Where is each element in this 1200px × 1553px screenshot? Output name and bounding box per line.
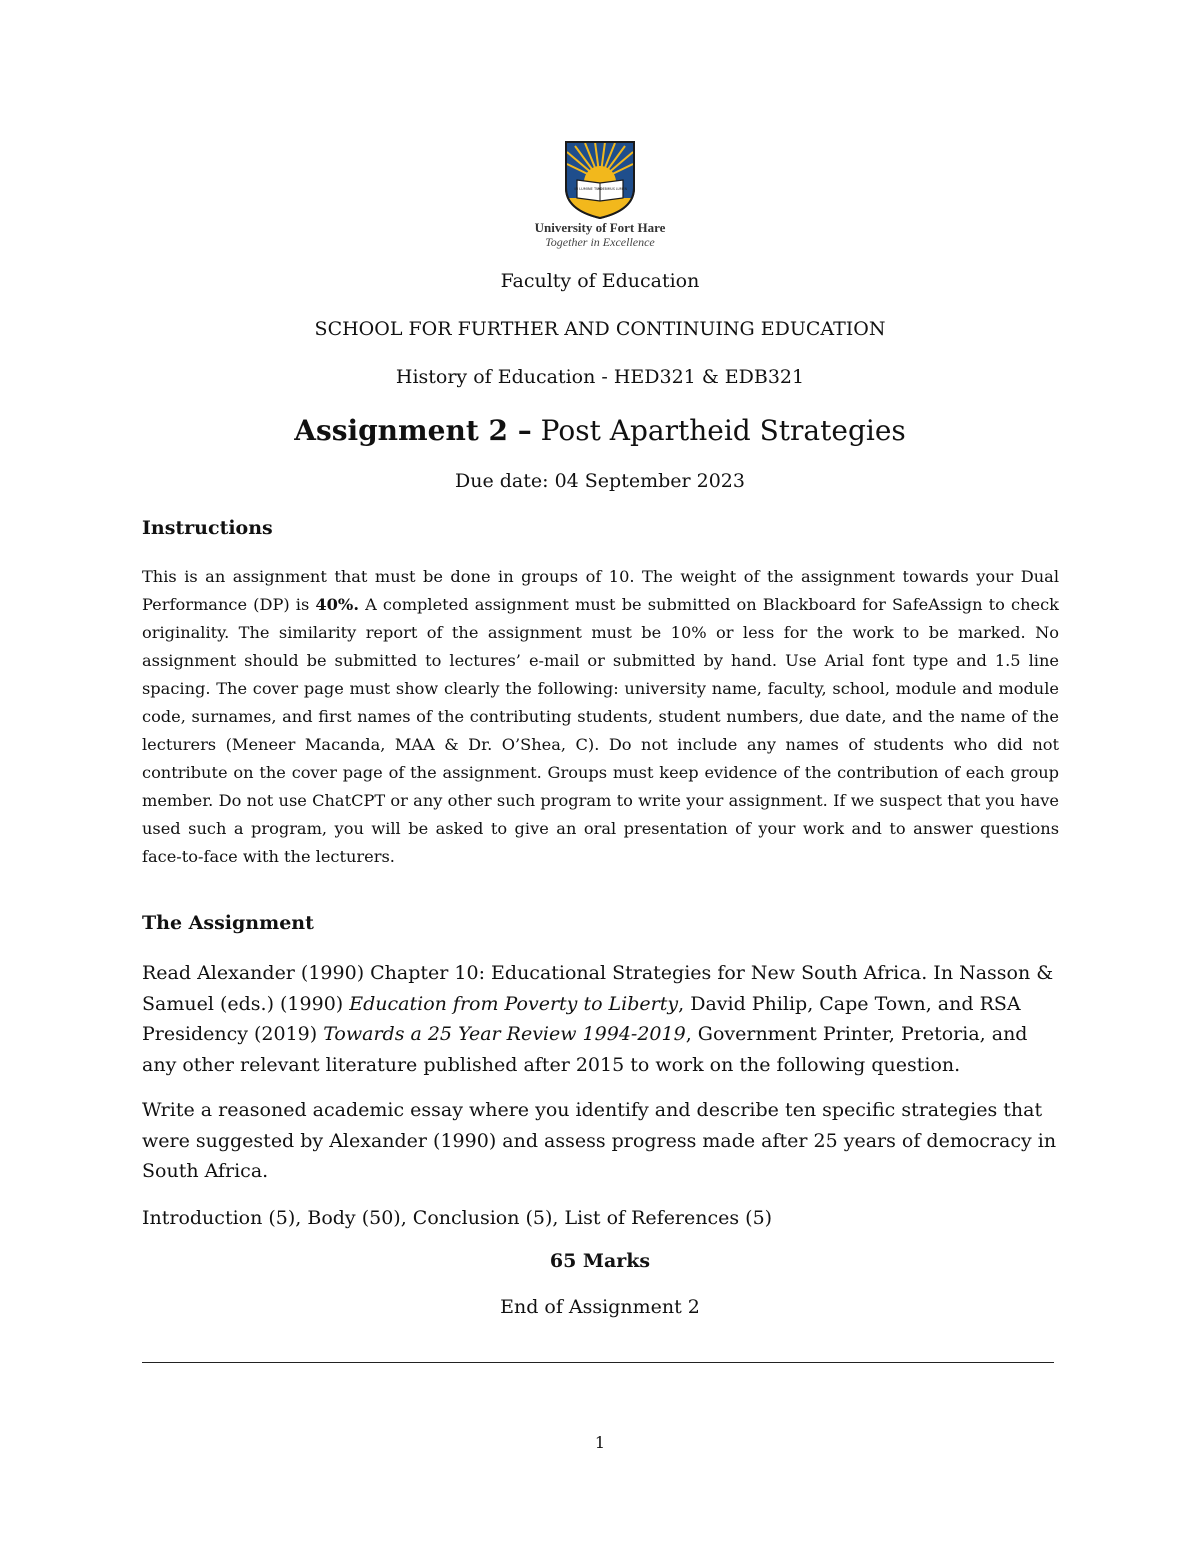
school-name: SCHOOL FOR FURTHER AND CONTINUING EDUCATION <box>314 318 886 340</box>
assignment-reading-paragraph <box>142 958 1059 1080</box>
assignment-question: Write a reasoned academic essay where you identify and describe ten specific strategies that were suggested by Alexander (1990) and assess progress made after 25 years of democracy in South Africa. <box>142 1099 1057 1182</box>
reading-text-a: Read Alexander (1990) Chapter 10: Educational Strategies for New South Africa. In Nasson & Samuel (eds.) (1990) <box>142 962 1054 1015</box>
university-logo <box>525 140 675 250</box>
reading-review-title: Towards a 25 Year Review 1994-2019 <box>323 1023 686 1045</box>
module-name: History of Education - HED321 & EDB321 <box>395 366 805 388</box>
assignment-title <box>0 414 1200 447</box>
shield-emblem-icon <box>525 140 675 220</box>
instructions-heading: Instructions <box>142 517 273 539</box>
end-of-assignment: End of Assignment 2 <box>500 1296 700 1318</box>
svg-text:VIDEBIMUS LUMEN: VIDEBIMUS LUMEN <box>597 187 627 191</box>
instructions-weight: 40%. <box>315 595 359 614</box>
reading-book-title: Education from Poverty to Liberty <box>349 992 679 1015</box>
instructions-text-a: This is an assignment that must be done in groups of 10. The weight of the assignment towards your Dual Performance (DP) is <box>142 567 1059 614</box>
assignment-heading: The Assignment <box>142 912 314 934</box>
total-marks: 65 Marks <box>549 1250 651 1272</box>
footer-divider <box>142 1362 1054 1363</box>
logo-tagline: Together in Excellence <box>545 235 655 249</box>
reading-text-b: , David Philip, Cape Town, and RSA Presidency (2019) <box>142 992 1021 1045</box>
faculty-name: Faculty of Education <box>500 270 700 292</box>
assignment-title-number: Assignment 2 – <box>294 414 532 447</box>
logo-university-name: University of Fort Hare <box>534 220 666 235</box>
page-number: 1 <box>594 1433 606 1452</box>
assignment-title-topic: Post Apartheid Strategies <box>540 414 906 447</box>
reading-text-c: , Government Printer, Pretoria, and any other relevant literature published after 2015 to work on the following question. <box>142 1023 1028 1076</box>
mark-breakdown: Introduction (5), Body (50), Conclusion (5), List of References (5) <box>142 1207 773 1229</box>
due-date: Due date: 04 September 2023 <box>455 470 745 492</box>
book-icon <box>574 180 627 201</box>
instructions-paragraph <box>142 563 1059 871</box>
svg-text:IN LUMINE TUO: IN LUMINE TUO <box>574 187 602 191</box>
instructions-text-b: A completed assignment must be submitted on Blackboard for SafeAssign to check originality. The similarity report of the assignment must be 10% or less for the work to be marked. No assignment should be submitted to lectures’ e-mail or submitted by hand. Use Arial font type and 1.5 line spacing. The cover page must show clearly the following: university name, faculty, school, module and module code, surnames, and first names of the contributing students, student numbers, due date, and the name of the lecturers (Meneer Macanda, MAA & Dr. O’Shea, C). Do not include any names of students who did not contribute on the cover page of the assignment. Groups must keep evidence of the contribution of each group member. Do not use ChatCPT or any other such program to write your assignment. If we suspect that you have used such a program, you will be asked to give an oral presentation of your work and to answer questions face-to-face with the lecturers. <box>142 595 1059 866</box>
